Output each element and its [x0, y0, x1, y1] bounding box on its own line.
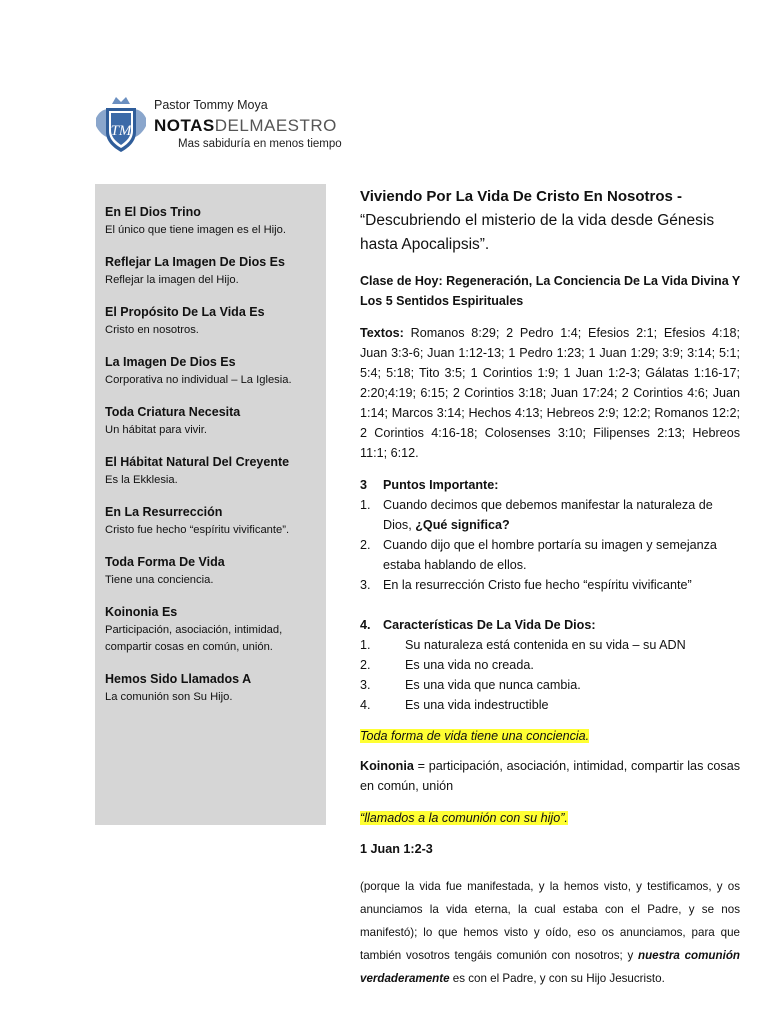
sidebar-text: Tiene una conciencia.: [105, 574, 214, 586]
sidebar-heading: Toda Criatura Necesita: [105, 405, 241, 419]
list-item-number: 4.: [360, 698, 371, 712]
koinonia-definition: [360, 756, 740, 796]
document-title: Viviendo Por La Vida De Cristo En Nosotros -: [360, 188, 683, 205]
list-item-number: 2.: [360, 658, 371, 672]
highlight-line: [360, 808, 740, 828]
sidebar-text: Cristo fue hecho “espíritu vivificante”.: [105, 524, 290, 536]
list-item-text: Es una vida no creada.: [405, 658, 534, 672]
sidebar-item: [105, 554, 316, 589]
list-item-text: Cuando decimos que debemos manifestar la naturaleza de Dios,: [383, 498, 713, 532]
list-item-number: 1.: [360, 638, 371, 652]
sidebar-item: [105, 354, 316, 389]
points-list: [360, 495, 740, 595]
list-item-text: Su naturaleza está contenida en su vida – su ADN: [405, 638, 686, 652]
list-item: [360, 655, 740, 675]
brand-name-light: DELMAESTRO: [214, 116, 337, 135]
characteristics-heading-text: Características De La Vida De Dios:: [383, 618, 596, 632]
sidebar-text: La comunión son Su Hijo.: [105, 691, 233, 703]
list-item: [360, 695, 740, 715]
sidebar-text: Participación, asociación, intimidad, compartir cosas en común, unión.: [105, 624, 283, 653]
characteristics-list: [360, 635, 740, 715]
list-item-text: Es una vida indestructible: [405, 698, 549, 712]
sidebar-heading: Reflejar La Imagen De Dios Es: [105, 255, 285, 269]
main-content: [360, 187, 740, 990]
quote-part: es con el Padre, y con su Hijo Jesucristo.: [449, 972, 665, 985]
quote-emphasis: nuestra comunión verdaderamente: [360, 949, 740, 985]
summary-sidebar: [95, 184, 326, 825]
list-item: [360, 675, 740, 695]
sidebar-heading: El Hábitat Natural Del Creyente: [105, 455, 290, 469]
pastor-name: Pastor Tommy Moya: [154, 98, 268, 112]
sidebar-heading: En El Dios Trino: [105, 205, 201, 219]
sidebar-text: Reflejar la imagen del Hijo.: [105, 274, 239, 286]
highlighted-text: Toda forma de vida tiene una conciencia.: [360, 729, 590, 743]
sidebar-heading: El Propósito De La Vida Es: [105, 305, 265, 319]
list-item-text: Cuando dijo que el hombre portaría su imagen y semejanza estaba hablando de ellos.: [383, 538, 717, 572]
svg-text:TM: TM: [110, 123, 132, 139]
sidebar-text: Corporativa no individual – La Iglesia.: [105, 374, 292, 386]
brand-name: [154, 116, 337, 136]
sidebar-heading: Toda Forma De Vida: [105, 555, 225, 569]
class-title: Clase de Hoy: Regeneración, La Conciencia De La Vida Divina Y Los 5 Sentidos Espirituales: [360, 274, 740, 308]
list-item: [360, 635, 740, 655]
brand-tagline: Mas sabiduría en menos tiempo: [178, 138, 342, 150]
highlighted-text: “llamados a la comunión con su hijo”.: [360, 811, 568, 825]
koinonia-label: Koinonia: [360, 759, 414, 773]
sidebar-heading: Koinonia Es: [105, 605, 178, 619]
sidebar-heading: En La Resurrección: [105, 505, 223, 519]
scripture-quote: [360, 875, 740, 990]
sidebar-text: Cristo en nosotros.: [105, 324, 199, 336]
sidebar-heading: Hemos Sido Llamados A: [105, 672, 252, 686]
list-item-text: En la resurrección Cristo fue hecho “espíritu vivificante”: [383, 578, 692, 592]
list-item: [360, 535, 740, 575]
sidebar-item: [105, 604, 316, 656]
sidebar-item: [105, 204, 316, 239]
list-item-number: 1.: [360, 498, 371, 512]
list-item-number: 3.: [360, 678, 371, 692]
characteristics-heading-number: 4.: [360, 618, 371, 632]
list-item: [360, 575, 740, 595]
list-item-number: 2.: [360, 538, 371, 552]
highlight-line: [360, 726, 740, 746]
list-item-text: Es una vida que nunca cambia.: [405, 678, 581, 692]
points-heading-text: Puntos Importante:: [383, 478, 499, 492]
list-item-emphasis: ¿Qué significa?: [415, 518, 510, 532]
brand-name-bold: NOTAS: [154, 116, 215, 135]
koinonia-text: = participación, asociación, intimidad, compartir las cosas en común, unión: [360, 759, 740, 793]
sidebar-item: [105, 254, 316, 289]
sidebar-text: El único que tiene imagen es el Hijo.: [105, 224, 286, 236]
document-subtitle: “Descubriendo el misterio de la vida desde Génesis hasta Apocalipsis”.: [360, 212, 715, 253]
sidebar-item: [105, 671, 316, 706]
characteristics-heading: [360, 615, 740, 635]
list-item: [360, 495, 740, 535]
sidebar-text: Es la Ekklesia.: [105, 474, 178, 486]
sidebar-heading: La Imagen De Dios Es: [105, 355, 236, 369]
scripture-texts-label: Textos:: [360, 326, 404, 340]
scripture-texts-list: Romanos 8:29; 2 Pedro 1:4; Efesios 2:1; Efesios 4:18; Juan 3:3-6; Juan 1:12-13; 1 Pedro 1:23; 1 Juan 1:29; 3:9; 3:14; 5:1; 5:4; 5:18; Tito 3:5; 1 Corintios 1:9; 1 Juan 1:2-3; Gálatas 1:16-17; 2:20;4:19; 6:15; 2 Corintios 3:18; Juan 17:24; 2 Corintios 4:6; Juan 1:14; Marcos 3:14; Hechos 4:13; Hebreos 2:9; 12:2; Romanos 12:2; 2 Corintios 4:16-18; Colosenses 3:10; Filipenses 2:13; Hebreos 11:1; 6:12.: [360, 326, 740, 460]
scripture-reference: 1 Juan 1:2-3: [360, 842, 433, 856]
points-heading: [360, 475, 740, 495]
logo-emblem: [92, 94, 150, 156]
quote-part: (porque la vida fue manifestada, y la hemos visto, y testificamos, y os anunciamos la vida eterna, la cual estaba con el Padre, y se nos manifestó); lo que hemos visto y oído, eso os anunciamos, para que también vosotros tengáis comunión con nosotros; y: [360, 880, 740, 962]
scripture-texts: [360, 323, 740, 463]
points-heading-number: 3: [360, 478, 368, 492]
list-item-number: 3.: [360, 578, 371, 592]
sidebar-item: [105, 454, 316, 489]
sidebar-item: [105, 504, 316, 539]
sidebar-item: [105, 304, 316, 339]
sidebar-item: [105, 404, 316, 439]
sidebar-text: Un hábitat para vivir.: [105, 424, 207, 436]
